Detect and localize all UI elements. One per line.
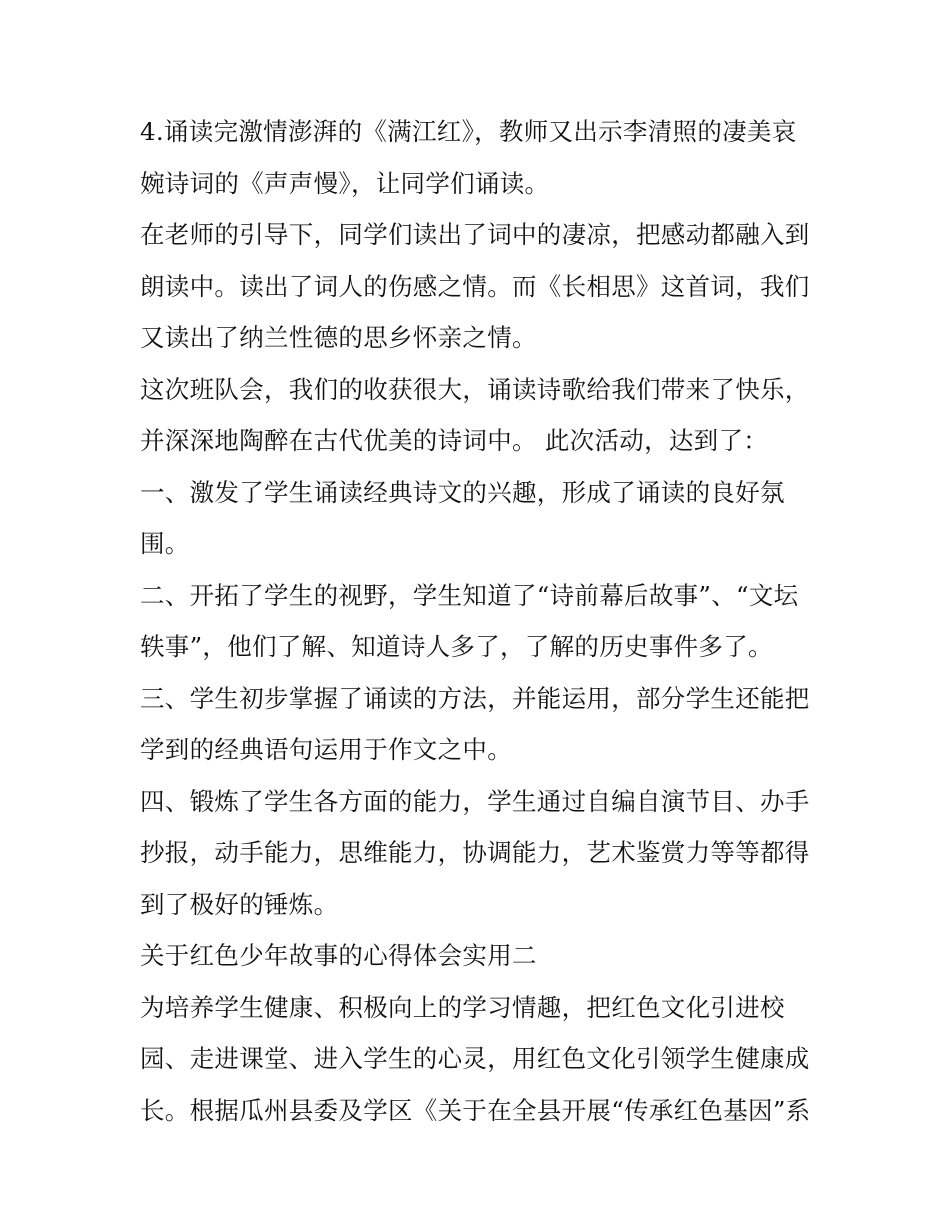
paragraph-point-two: 二、开拓了学生的视野，学生知道了“诗前幕后故事”、“文坛轶事”，他们了解、知道诗人多了，了解的历史事件多了。: [140, 580, 799, 661]
section-heading: 关于红色少年故事的心得体会实用二: [140, 941, 537, 970]
paragraph-point-four: 四、锻炼了学生各方面的能力，学生通过自编自演节目、办手抄报，动手能力，思维能力，协调能力，艺术鉴赏力等等都得到了极好的锤炼。: [140, 786, 810, 919]
paragraph-teacher-guidance: 在老师的引导下，同学们读出了词中的凄凉，把感动都融入到朗读中。读出了词人的伤感之情。而《长相思》这首词，我们又读出了纳兰性德的思乡怀亲之情。: [140, 220, 810, 352]
paragraph-red-culture-intro: 为培养学生健康、积极向上的学习情趣，把红色文化引进校园、走进课堂、进入学生的心灵，用红色文化引领学生健康成长。根据瓜州县委及学区《关于在全县开展“传承红色基因”系: [140, 992, 811, 1125]
paragraph-class-meeting-gains: 这次班队会，我们的收获很大，诵读诗歌给我们带来了快乐，并深深地陶醉在古代优美的诗词中。 此次活动，达到了：: [140, 374, 810, 455]
document-body: [140, 106, 820, 1136]
paragraph-point-three: 三、学生初步掌握了诵读的方法，并能运用，部分学生还能把学到的经典语句运用于作文之中。: [140, 683, 810, 764]
paragraph-point-one: 一、激发了学生诵读经典诗文的兴趣，形成了诵读的良好氛围。: [140, 477, 785, 558]
paragraph-recitation-intro: 4.诵读完激情澎湃的《满江红》，教师又出示李清照的凄美哀婉诗词的《声声慢》，让同学们诵读。: [140, 117, 797, 198]
